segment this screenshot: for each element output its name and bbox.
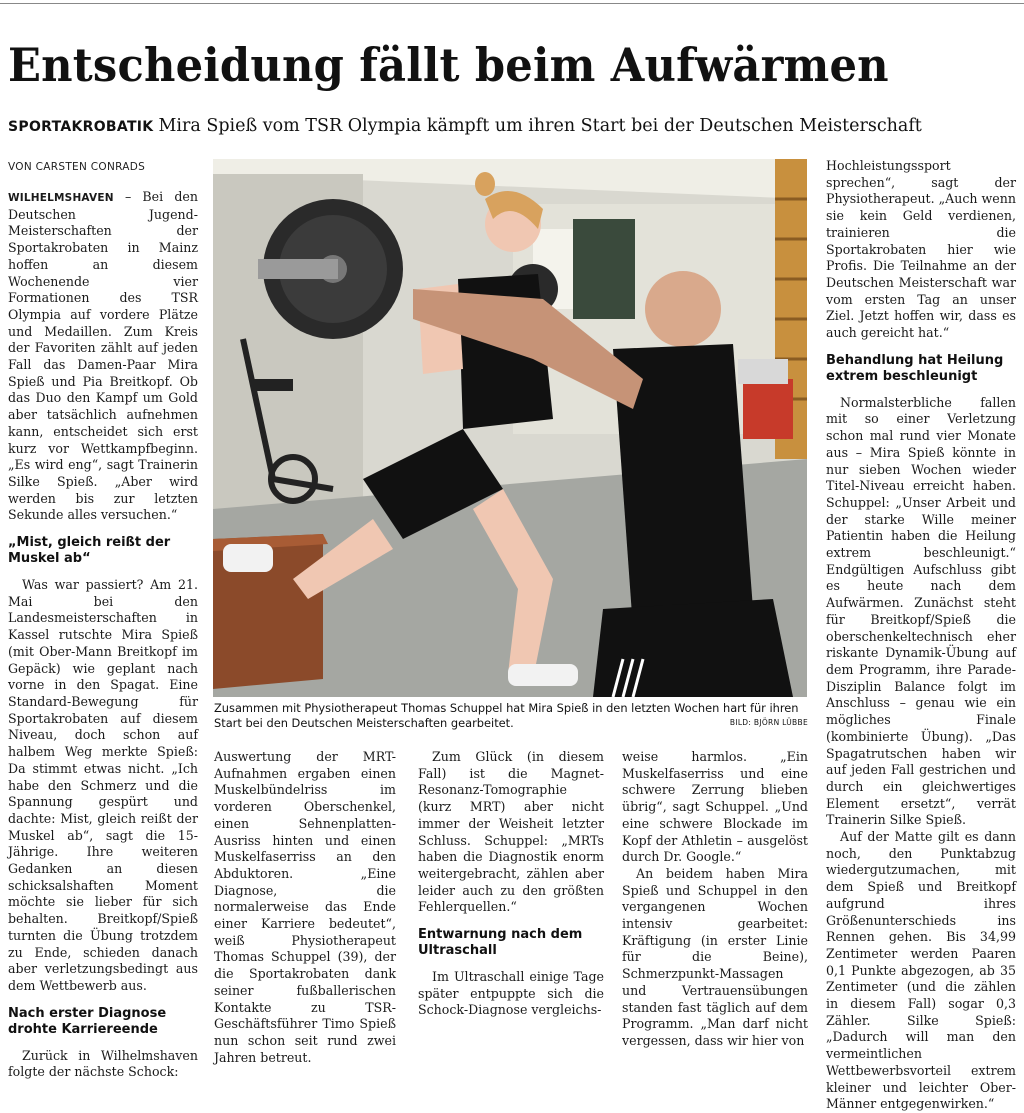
photo-credit: BILD: BJÖRN LÜBBE bbox=[729, 718, 808, 727]
column-5 bbox=[826, 158, 1016, 1112]
paragraph-4: Auswertung der MRT-Aufnahmen ergaben einen Muskelbündelriss im vorderen Oberschenkel, einen Sehnenplatten-Ausriss hinten und einen Muskelfaserriss an den Abduktoren. „Eine Diagnose, die normalerweise das Ende einer Karriere bedeutet“, weiß Physiotherapeut Thomas Schuppel (39), der die Sportakrobaten dank seiner fußballerischen Kontakte zu TSR-Geschäftsführer Timo Spieß nun schon seit rund zwei Jahren betreut. bbox=[214, 749, 396, 1065]
article-photo bbox=[213, 159, 807, 697]
paragraph-7: weise harmlos. „Ein Muskelfaserriss und eine schwere Zerrung blieben übrig“, sagt Schuppel. „Und eine schwere Blockade im Kopf der Athletin – ausgelöst durch Dr. Google.“ bbox=[622, 749, 808, 865]
column-1 bbox=[8, 189, 198, 1080]
kicker: SPORTAKROBATIK bbox=[8, 119, 154, 135]
paragraph-8: An beidem haben Mira Spieß und Schuppel in den vergangenen Wochen intensiv gearbeitet: Kräftigung (in erster Linie für die Beine), Schmerzpunkt-Massagen und Vertrauensübungen standen fast täglich auf dem Programm. „Man darf nicht vergessen, dass wir hier von bbox=[622, 865, 808, 1048]
subheading-1: „Mist, gleich reißt der Muskel ab“ bbox=[8, 535, 171, 567]
subheading-2: Nach erster Diagnose drohte Karriereende bbox=[8, 1005, 167, 1037]
subheading-4: Behandlung hat Heilung extrem beschleunigt bbox=[826, 352, 1004, 384]
paragraph-5: Zum Glück (in diesem Fall) ist die Magnet-Resonanz-Tomographie (kurz MRT) aber nicht immer der Weisheit letzter Schluss. Schuppel: „MRTs haben die Diagnostik enorm weitergebracht, zählen aber leider auch zu den größten Fehlerquellen.“ bbox=[418, 749, 604, 915]
paragraph-2: Was war passiert? Am 21. Mai bei den Landesmeisterschaften in Kassel rutschte Mira Spieß (mit Ober-Mann Breitkopf im Gepäck) wie geplant nach vorne in den Spagat. Eine Standard-Bewegung für Sportakrobaten auf diesem Niveau, doch schon auf halbem Weg merkte Spieß: Da stimmt etwas nicht. „Ich habe den Schmerz und die Spannung gespürt und dachte: Mist, gleich reißt der Muskel ab“, sagt die 15-Jährige. Ihre weiteren Gedanken an diesen schicksalshaften Moment möchte sie lieber für sich behalten. Breitkopf/Spieß turnten die Übung trotzdem zu Ende, schieden danach aber verletzungsbedingt aus dem Wettbewerb aus. bbox=[8, 577, 198, 993]
photo-caption: Zusammen mit Physiotherapeut Thomas Schuppel hat Mira Spieß in den letzten Wochen hart für ihren Start bei den Deutschen Meisterschaften gearbeitet. bbox=[214, 701, 799, 730]
paragraph-11: Auf der Matte gilt es dann noch, den Punktabzug wiedergutzumachen, mit dem Spieß und Breitkopf aufgrund ihres Größenunterschieds ins Rennen gehen. Bis 34,99 Zentimeter werden Paaren 0,1 Punkte abgezogen, ab 35 Zentimeter (und die zählen in diesem Fall) sogar 0,3 Zähler. Silke Spieß: „Dadurch will man den vermeintlichen Wettbewerbsvorteil extrem kleiner und leichter Ober-Männer entgegenwirken.“ bbox=[826, 829, 1016, 1112]
subheading-3: Entwarnung nach dem Ultraschall bbox=[418, 927, 583, 959]
paragraph-6: Im Ultraschall einige Tage später entpuppte sich die Schock-Diagnose vergleichs- bbox=[418, 969, 604, 1018]
paragraph-9: Hochleistungssport sprechen“, sagt der Physiotherapeut. „Auch wenn sie kein Geld verdienen, trainieren die Sportakrobaten hier wie Profis. Die Teilnahme an der Deutschen Meisterschaft war vom ersten Tag an unser Ziel. Jetzt hoffen wir, dass es auch gereicht hat.“ bbox=[826, 158, 1016, 341]
photo-caption-block bbox=[214, 701, 808, 731]
intro-text: – Bei den Deutschen Jugend-Meisterschaften der Sportakrobaten in Mainz hoffen an diesem Wochenende vier Formationen des TSR Olympia auf vordere Plätze und Medaillen. Zum Kreis der Favoriten zählt auf jeden Fall das Damen-Paar Mira Spieß und Pia Breitkopf. Ob das Duo den Kampf um Gold aber tatsächlich aufnehmen kann, entscheidet sich erst kurz vor Wettkampfbeginn. „Es wird eng“, sagt Trainerin Silke Spieß. „Aber wird werden bis zur letzten Sekunde alles versuchen.“ bbox=[8, 189, 198, 523]
dateline: WILHELMSHAVEN bbox=[8, 192, 114, 204]
paragraph-3: Zurück in Wilhelmshaven folgte der nächste Schock: bbox=[8, 1047, 198, 1080]
intro-paragraph bbox=[8, 189, 198, 524]
column-2 bbox=[214, 749, 396, 1065]
subheadline: Mira Spieß vom TSR Olympia kämpft um ihren Start bei der Deutschen Meisterschaft bbox=[158, 116, 922, 136]
headline: Entscheidung fällt beim Aufwärmen bbox=[8, 38, 889, 92]
paragraph-10: Normalsterbliche fallen mit so einer Verletzung schon mal rund vier Monate aus – Mira Spieß könnte in nur sieben Wochen wieder Titel-Niveau erreicht haben. Schuppel: „Unser Arbeit und der starke Wille meiner Patientin haben die Heilung extrem beschleunigt.“ Endgültigen Aufschluss gibt es heute nach dem Aufwärmen. Zunächst steht für Breitkopf/Spieß die oberschenkeltechnisch eher riskante Dynamik-Übung auf dem Programm, ihre Parade-Disziplin Balance folgt im Anschluss – genau wie ein mögliches Finale (kombinierte Übung). „Das Spagatrutschen haben wir auf jeden Fall gestrichen und durch ein gleichwertiges Element ersetzt“, verrät Trainerin Silke Spieß. bbox=[826, 394, 1016, 828]
byline: VON CARSTEN CONRADS bbox=[8, 161, 146, 173]
column-4 bbox=[622, 749, 808, 1048]
subheadline-row bbox=[8, 116, 922, 136]
column-3 bbox=[418, 749, 604, 1019]
top-rule bbox=[0, 3, 1024, 4]
